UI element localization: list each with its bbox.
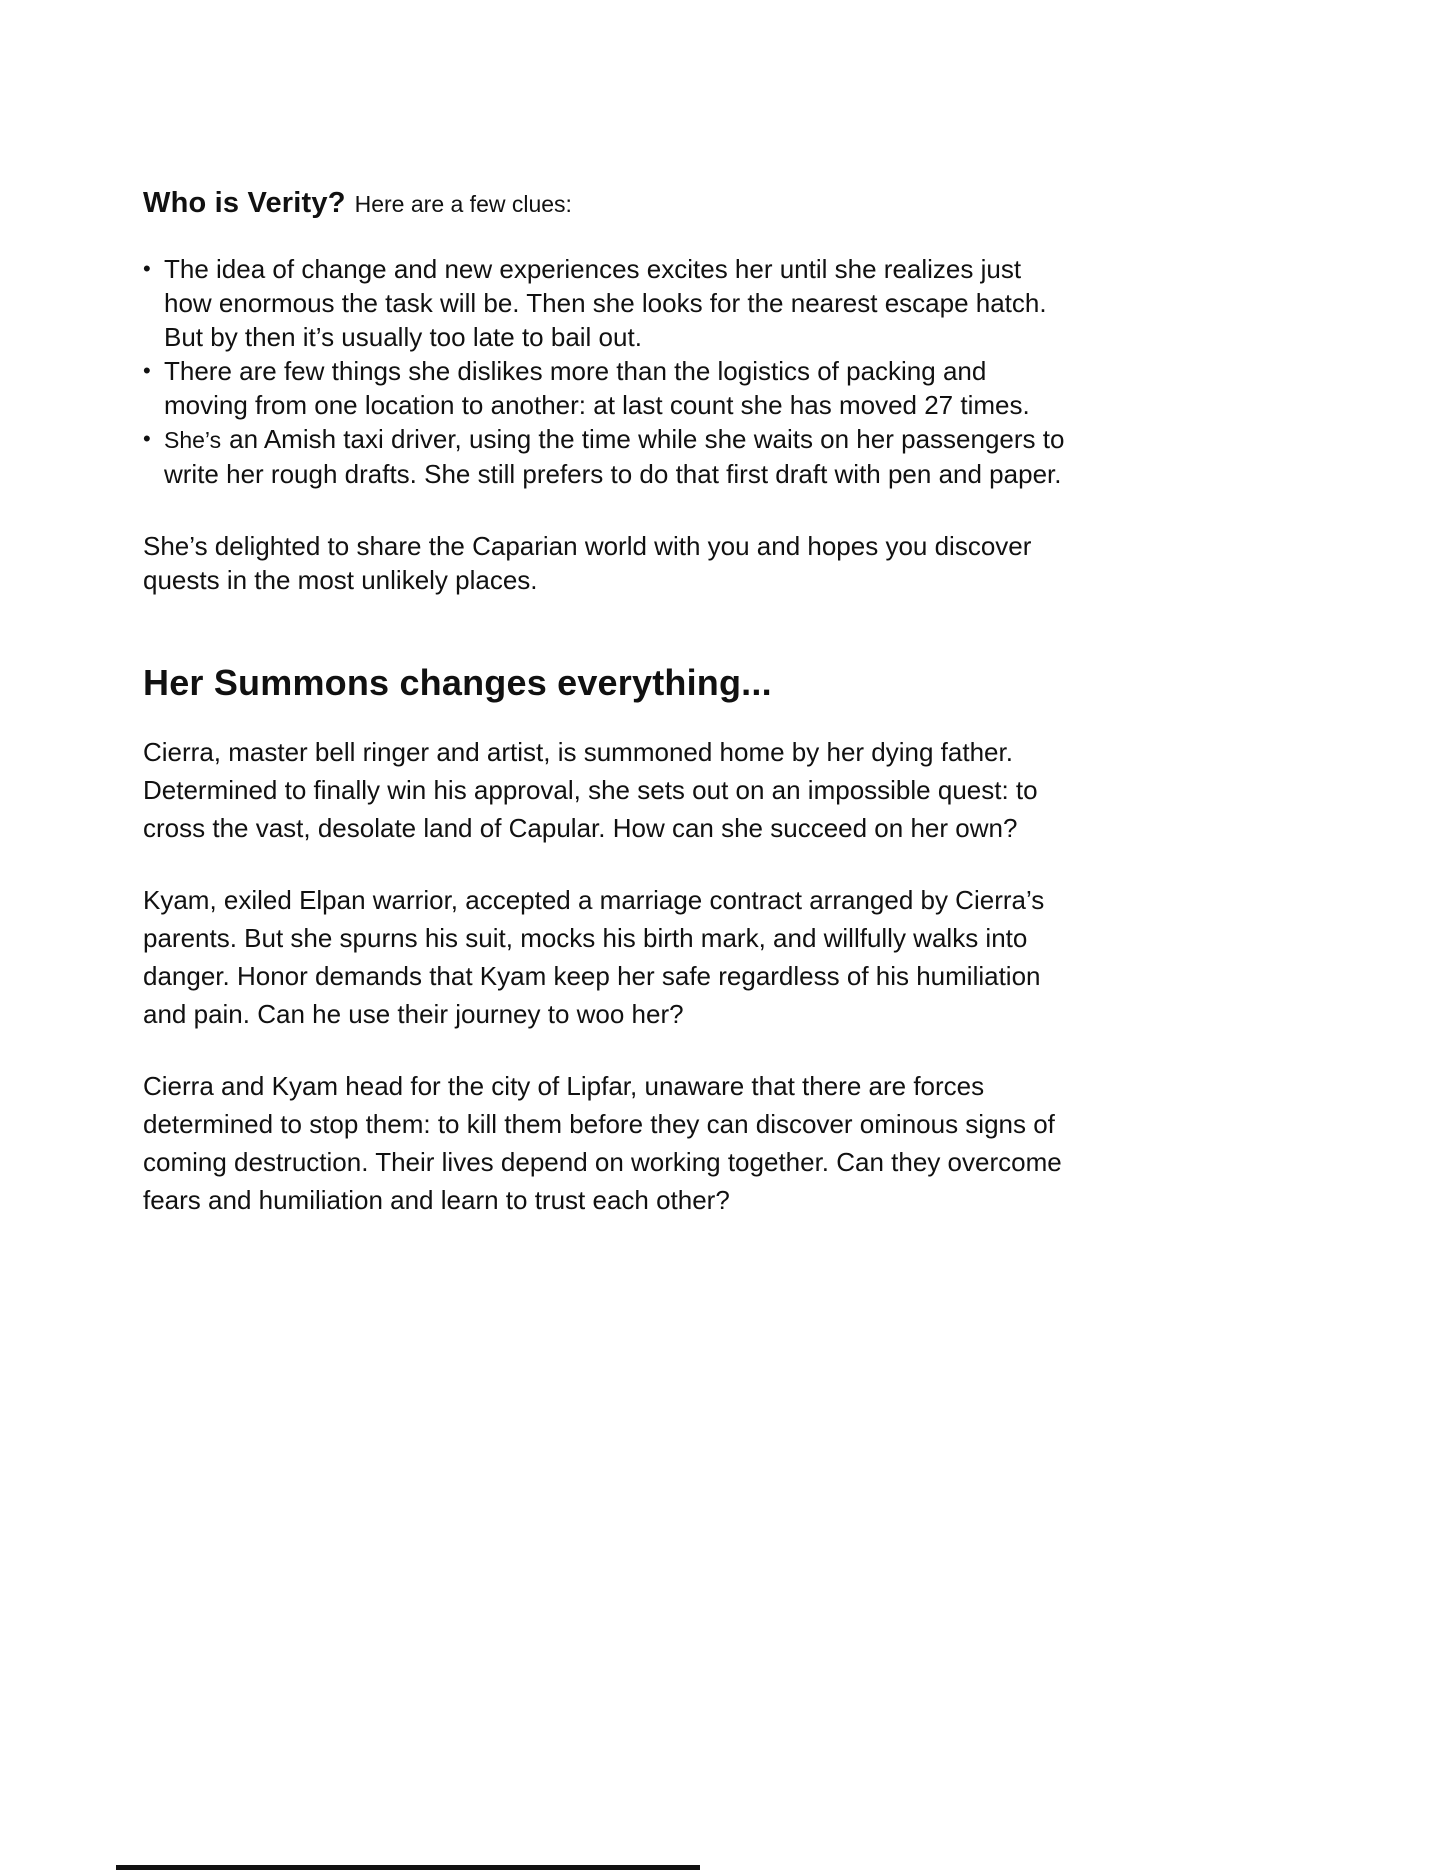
who-heading-suffix: Here are a few clues: (354, 191, 572, 217)
clue-3-lead: She’s (164, 427, 222, 453)
who-heading: Who is Verity? (143, 187, 346, 219)
clue-item-1 (143, 252, 1075, 354)
page-content (143, 185, 1075, 1219)
story-paragraph-kyam: Kyam, exiled Elpan warrior, accepted a marriage contract arranged by Cierra’s parents. But she spurns his suit, mocks his birth mark, and willfully walks into danger. Honor demands that Kyam keep her safe regardless of his humiliation and pain. Can he use their journey to woo her? (143, 885, 1045, 1029)
summons-heading: Her Summons changes everything... (143, 662, 772, 703)
clue-list (143, 252, 1075, 491)
clue-item-2 (143, 354, 1075, 422)
who-heading-row (143, 185, 1075, 226)
clue-text-1: The idea of change and new experiences excites her until she realizes just how enormous the task will be. Then she looks for the nearest escape hatch. But by then it’s usually too late to bail out. (164, 254, 1047, 352)
story-paragraph-cierra: Cierra, master bell ringer and artist, is summoned home by her dying father. Determined to finally win his approval, she sets out on an impossible quest: to cross the vast, desolate land of Capular. How can she succeed on her own? (143, 737, 1038, 843)
clue-text-2: There are few things she dislikes more than the logistics of packing and moving from one location to another: at last count she has moved 27 times. (164, 356, 1030, 420)
bullet-icon: • (143, 426, 151, 451)
clue-item-3 (143, 422, 1075, 491)
next-line-cutoff (116, 1865, 700, 1870)
story-paragraph-journey: Cierra and Kyam head for the city of Lipfar, unaware that there are forces determined to stop them: to kill them before they can discover ominous signs of coming destruction. Their lives depend on working together. Can they overcome fears and humiliation and learn to trust each other? (143, 1071, 1062, 1215)
bullet-icon: • (143, 358, 151, 383)
clue-text-3: an Amish taxi driver, using the time while she waits on her passengers to write her rough drafts. She still prefers to do that first draft with pen and paper. (164, 424, 1065, 489)
who-closing-paragraph: She’s delighted to share the Caparian world with you and hopes you discover quests in the most unlikely places. (143, 531, 1032, 595)
bullet-icon: • (143, 256, 151, 281)
